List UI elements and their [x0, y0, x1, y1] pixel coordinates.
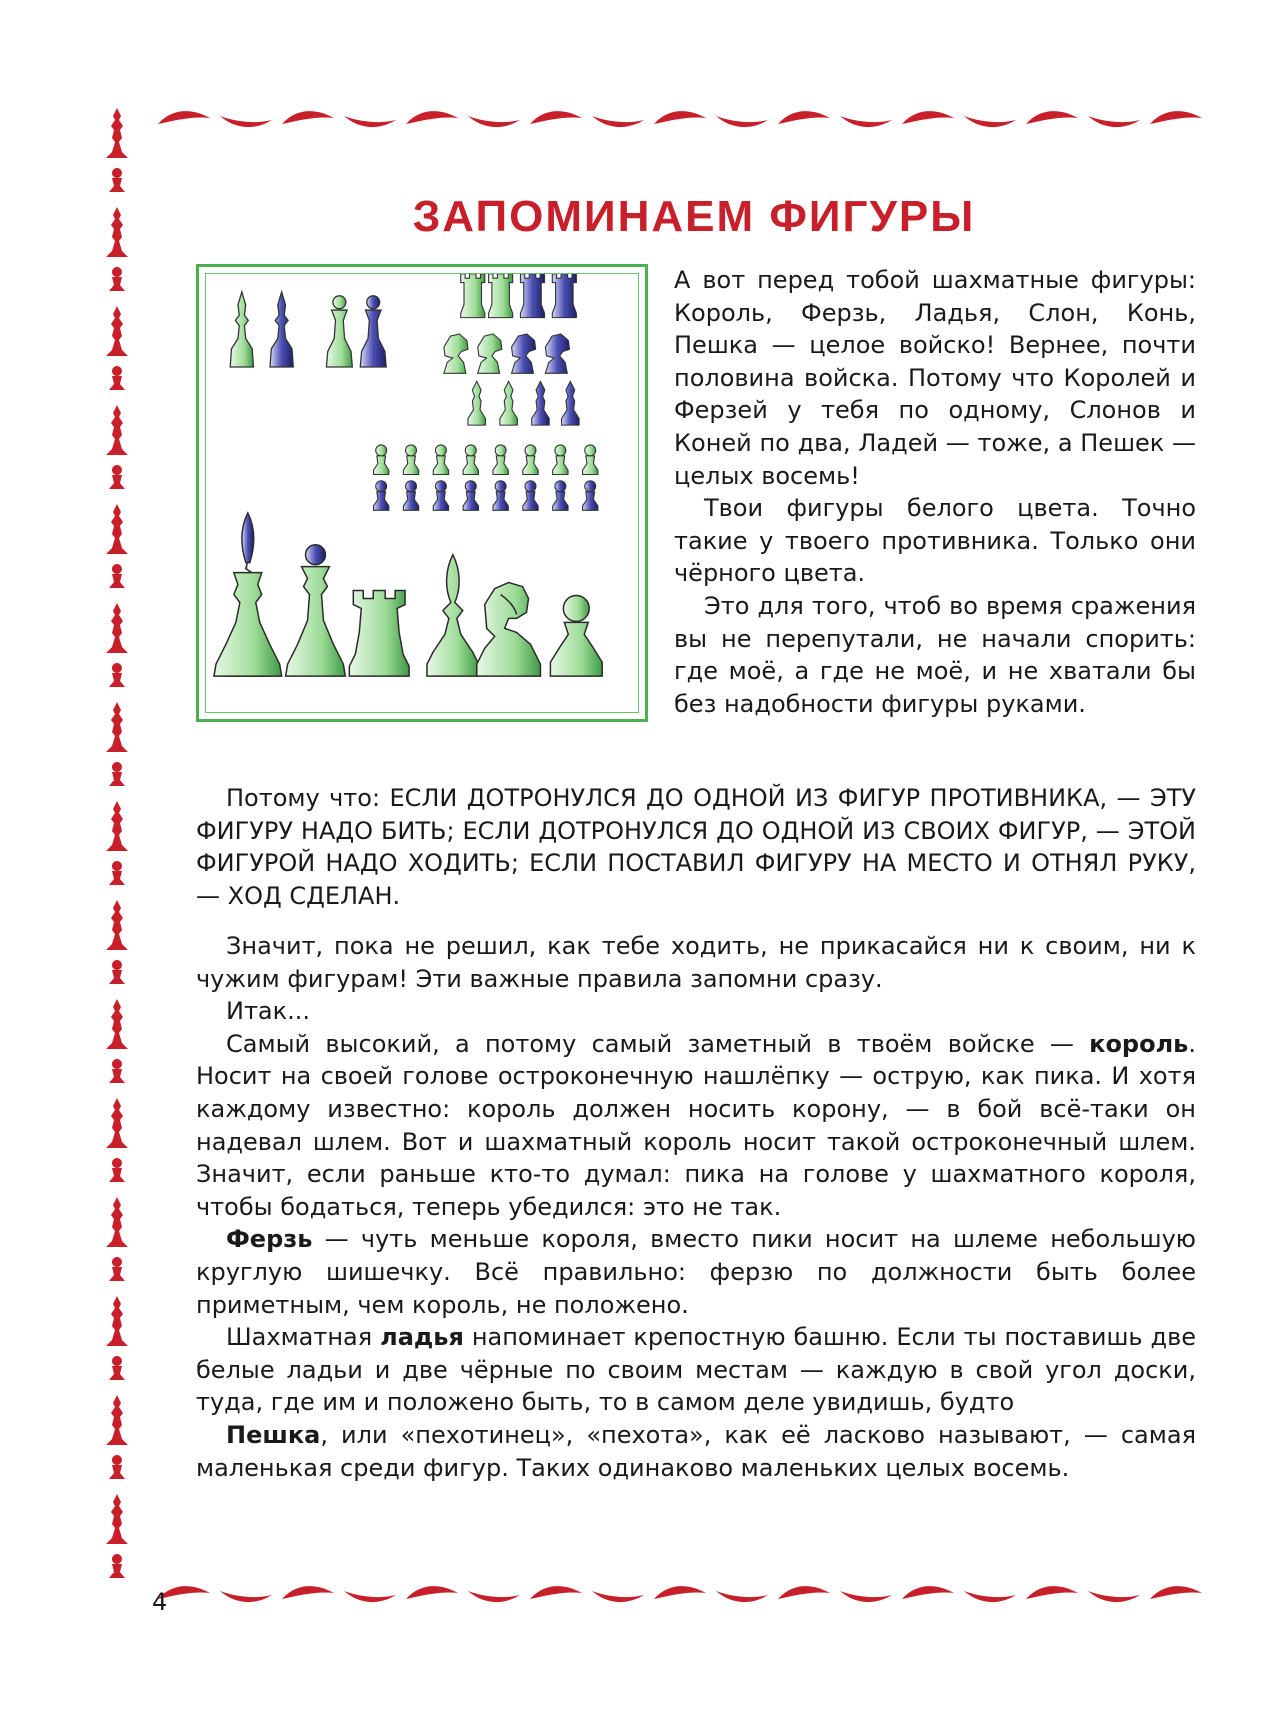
pawn-piece [553, 481, 568, 511]
intro-paragraph: Твои фигуры белого цвета. Точно такие у твоего противника. Только они чёрного цвета. [674, 494, 1196, 588]
pawn-piece [583, 445, 598, 475]
text-span: Шахматная [226, 1323, 381, 1352]
wave-stroke [654, 111, 706, 124]
pawn-piece [403, 445, 418, 475]
term-king: король [1089, 1029, 1189, 1058]
bishop-piece [562, 381, 580, 425]
top-decorative-wave [150, 100, 1210, 140]
term-rook: ладья [380, 1323, 464, 1352]
term-queen: Ферзь [226, 1225, 313, 1254]
wave-stroke [840, 1591, 892, 1602]
border-piece-small [109, 1059, 125, 1083]
border-piece-large [106, 405, 128, 455]
page-title: ЗАПОМИНАЕМ ФИГУРЫ [412, 192, 976, 241]
border-piece-small [109, 960, 125, 984]
body-text-block [196, 930, 1196, 1484]
wave-stroke [1026, 1586, 1078, 1599]
wave-stroke [406, 111, 458, 124]
queen-piece [326, 296, 352, 367]
pawn-piece [433, 481, 448, 511]
intro-paragraph: А вот перед тобой шахматные фигуры: Король, Ферзь, Ладья, Слон, Конь, Пешка — целое войско! Вернее, почти половина войска. Потому что Королей и Ферзей у тебя по одному, Слонов и Коней по два, Ладей — тоже, а Пешек — целых восемь! [674, 266, 1196, 490]
intro-text-block [674, 264, 1196, 720]
bishop-piece [532, 381, 550, 425]
pawn-piece [553, 445, 568, 475]
wave-stroke [158, 111, 210, 124]
border-piece-small [109, 1356, 125, 1380]
knight-piece [545, 334, 569, 373]
king-piece [230, 292, 253, 367]
border-piece-small [109, 663, 125, 687]
chess-piece-border [92, 108, 142, 1588]
border-piece-small [109, 1455, 125, 1479]
wave-stroke [468, 116, 520, 127]
border-piece-large [106, 1494, 128, 1544]
wave-stroke [468, 1591, 520, 1602]
knight-piece [444, 334, 468, 373]
wave-stroke [716, 116, 768, 127]
border-piece-large [106, 1197, 128, 1247]
wave-stroke [1150, 1586, 1202, 1599]
page-number: 4 [152, 1588, 168, 1616]
chess-pieces-illustration [196, 264, 648, 722]
wave-stroke [840, 116, 892, 127]
knight-piece [512, 334, 536, 373]
pawn-piece [523, 481, 538, 511]
bottom-decorative-wave [150, 1575, 1210, 1615]
wave-stroke [220, 1591, 272, 1602]
border-piece-small [109, 1257, 125, 1281]
wave-stroke [1026, 111, 1078, 124]
border-piece-large [106, 702, 128, 752]
wave-stroke [1088, 1591, 1140, 1602]
wave-stroke [902, 111, 954, 124]
wave-stroke [654, 1586, 706, 1599]
border-piece-large [106, 504, 128, 554]
king-piece [270, 292, 293, 367]
queen-piece [360, 296, 386, 367]
border-piece-large [106, 207, 128, 257]
wave-stroke [344, 1591, 396, 1602]
border-piece-large [106, 1395, 128, 1445]
wave-stroke [778, 1586, 830, 1599]
knight-piece [478, 334, 502, 373]
pawn-piece [374, 445, 389, 475]
wave-stroke [902, 1586, 954, 1599]
body-paragraph-queen [196, 1223, 1196, 1321]
rook-piece [489, 274, 513, 318]
pawn-piece [523, 445, 538, 475]
border-piece-large [106, 999, 128, 1049]
wave-stroke [1150, 111, 1202, 124]
border-piece-small [109, 1554, 125, 1578]
border-piece-small [109, 564, 125, 588]
intro-paragraph: Это для того, чтоб во время сражения вы не перепутали, не начали спорить: где моё, а где не моё, и не хватали бы без надобности фигуры руками. [674, 591, 1196, 718]
wave-stroke [964, 1591, 1016, 1602]
pawn-piece [433, 445, 448, 475]
bishop-piece [468, 381, 486, 425]
pawn-piece [403, 481, 418, 511]
body-paragraph: Итак... [226, 997, 311, 1026]
border-piece-small [109, 465, 125, 489]
rook-piece [552, 274, 576, 318]
text-span: . Носит на своей голове остроконечную нашлёпку — острую, как пика. И хотя каждому известно: король должен носить корону, — в бой всё-таки он надевал шлем. Вот и шахматный король носит такой остроконечный шлем. Значит, если раньше кто-то думал: пика на голове у шахматного короля, чтобы бодаться, теперь убедился: это не так. [196, 1029, 1196, 1221]
border-piece-large [106, 108, 128, 158]
wave-stroke [530, 111, 582, 124]
border-piece-large [106, 801, 128, 851]
wave-stroke [282, 1586, 334, 1599]
border-piece-small [109, 267, 125, 291]
border-piece-large [106, 1098, 128, 1148]
body-paragraph-pawn [196, 1419, 1196, 1484]
border-piece-large [106, 306, 128, 356]
pawn-piece [583, 481, 598, 511]
body-paragraph-rook [196, 1321, 1196, 1419]
wave-stroke [964, 116, 1016, 127]
rook-piece [461, 274, 485, 318]
wave-stroke [220, 116, 272, 127]
text-span: Самый высокий, а потому самый заметный в твоём войске — [226, 1029, 1090, 1058]
pawn-piece [463, 445, 478, 475]
border-piece-large [106, 1296, 128, 1346]
border-piece-large [106, 603, 128, 653]
wave-stroke [716, 1591, 768, 1602]
wave-stroke [344, 116, 396, 127]
pawn-piece [374, 481, 389, 511]
border-piece-small [109, 762, 125, 786]
chess-pieces-drawing [205, 273, 639, 713]
border-piece-small [109, 861, 125, 885]
wave-stroke [778, 111, 830, 124]
body-paragraph-king [196, 1028, 1196, 1224]
border-piece-large [106, 900, 128, 950]
pawn-piece [493, 445, 508, 475]
rook-piece [520, 274, 544, 318]
term-pawn: Пешка [226, 1420, 321, 1449]
wave-stroke [592, 1591, 644, 1602]
wave-stroke [530, 1586, 582, 1599]
border-piece-small [109, 168, 125, 192]
text-span: — чуть меньше короля, вместо пики носит на шлеме небольшую круглую шишечку. Всё правильно: ферзю по должности быть более приметным, чем король, не положено. [196, 1225, 1196, 1319]
wave-stroke [592, 116, 644, 127]
pawn-piece [493, 481, 508, 511]
wave-stroke [282, 111, 334, 124]
border-piece-small [109, 366, 125, 390]
wave-stroke [1088, 116, 1140, 127]
rules-paragraph: Потому что: ЕСЛИ ДОТРОНУЛСЯ ДО ОДНОЙ ИЗ ФИГУР ПРОТИВНИКА, — ЭТУ ФИГУРУ НАДО БИТЬ; ЕСЛИ ДОТРОНУЛСЯ ДО ОДНОЙ ИЗ СВОИХ ФИГУР, — ЭТОЙ ФИГУРОЙ НАДО ХОДИТЬ; ЕСЛИ ПОСТАВИЛ ФИГУРУ НА МЕСТО И ОТНЯЛ РУКУ, — ХОД СДЕЛАН. [196, 784, 1196, 910]
bishop-piece [500, 381, 518, 425]
text-span: , или «пехотинец», «пехота», как её ласково называют, — самая маленькая среди фигур. Таких одинаково маленьких целых восемь. [196, 1420, 1196, 1482]
wave-stroke [406, 1586, 458, 1599]
pawn-piece [463, 481, 478, 511]
body-paragraph: Значит, пока не решил, как тебе ходить, не прикасайся ни к своим, ни к чужим фигурам! Эти важные правила запомни сразу. [196, 932, 1196, 993]
text-span: напоминает крепостную башню. Если ты поставишь две белые ладьи и две чёрные по своим местам — каждую в свой угол доски, туда, где им и положено быть, то в самом деле увидишь, будто [196, 1323, 1196, 1417]
border-piece-small [109, 1158, 125, 1182]
